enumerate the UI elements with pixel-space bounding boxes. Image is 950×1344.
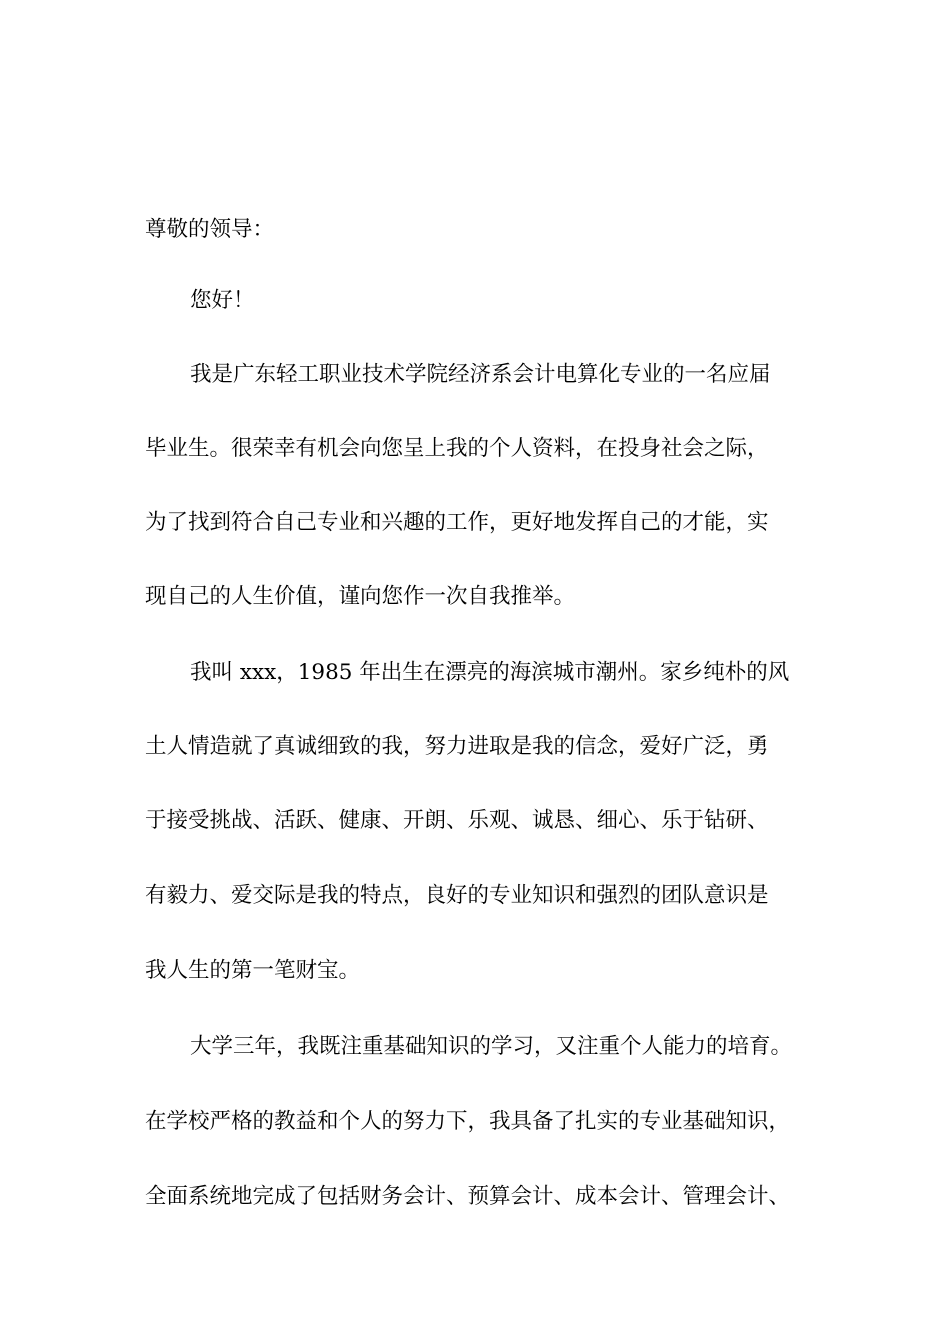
paragraph-2-line-4: 有毅力、爱交际是我的特点，良好的专业知识和强烈的团队意识是: [145, 883, 769, 908]
paragraph-2-line-3: 于接受挑战、活跃、健康、开朗、乐观、诚恳、细心、乐于钻研、: [145, 808, 769, 833]
greeting: 您好！: [190, 288, 255, 313]
paragraph-1-line-4: 现自己的人生价值，谨向您作一次自我推举。: [145, 584, 576, 609]
paragraph-3-line-3: 全面系统地完成了包括财务会计、预算会计、成本会计、管理会计、: [145, 1184, 791, 1209]
paragraph-3-line-1: 大学三年，我既注重基础知识的学习，又注重个人能力的培育。: [190, 1034, 793, 1059]
paragraph-1-line-1: 我是广东轻工职业技术学院经济系会计电算化专业的一名应届: [190, 362, 771, 387]
paragraph-1-line-3: 为了找到符合自己专业和兴趣的工作，更好地发挥自己的才能，实: [145, 510, 769, 535]
paragraph-2-line-1: 我叫 xxx，1985 年出生在漂亮的海滨城市潮州。家乡纯朴的风: [190, 660, 790, 685]
paragraph-2-line-5: 我人生的第一笔财宝。: [145, 958, 361, 983]
salutation: 尊敬的领导：: [145, 217, 275, 242]
paragraph-1-line-2: 毕业生。很荣幸有机会向您呈上我的个人资料，在投身社会之际，: [145, 436, 769, 461]
paragraph-2-line-2: 土人情造就了真诚细致的我，努力进取是我的信念，爱好广泛，勇: [145, 734, 769, 759]
paragraph-3-line-2: 在学校严格的教益和个人的努力下，我具备了扎实的专业基础知识，: [145, 1109, 791, 1134]
